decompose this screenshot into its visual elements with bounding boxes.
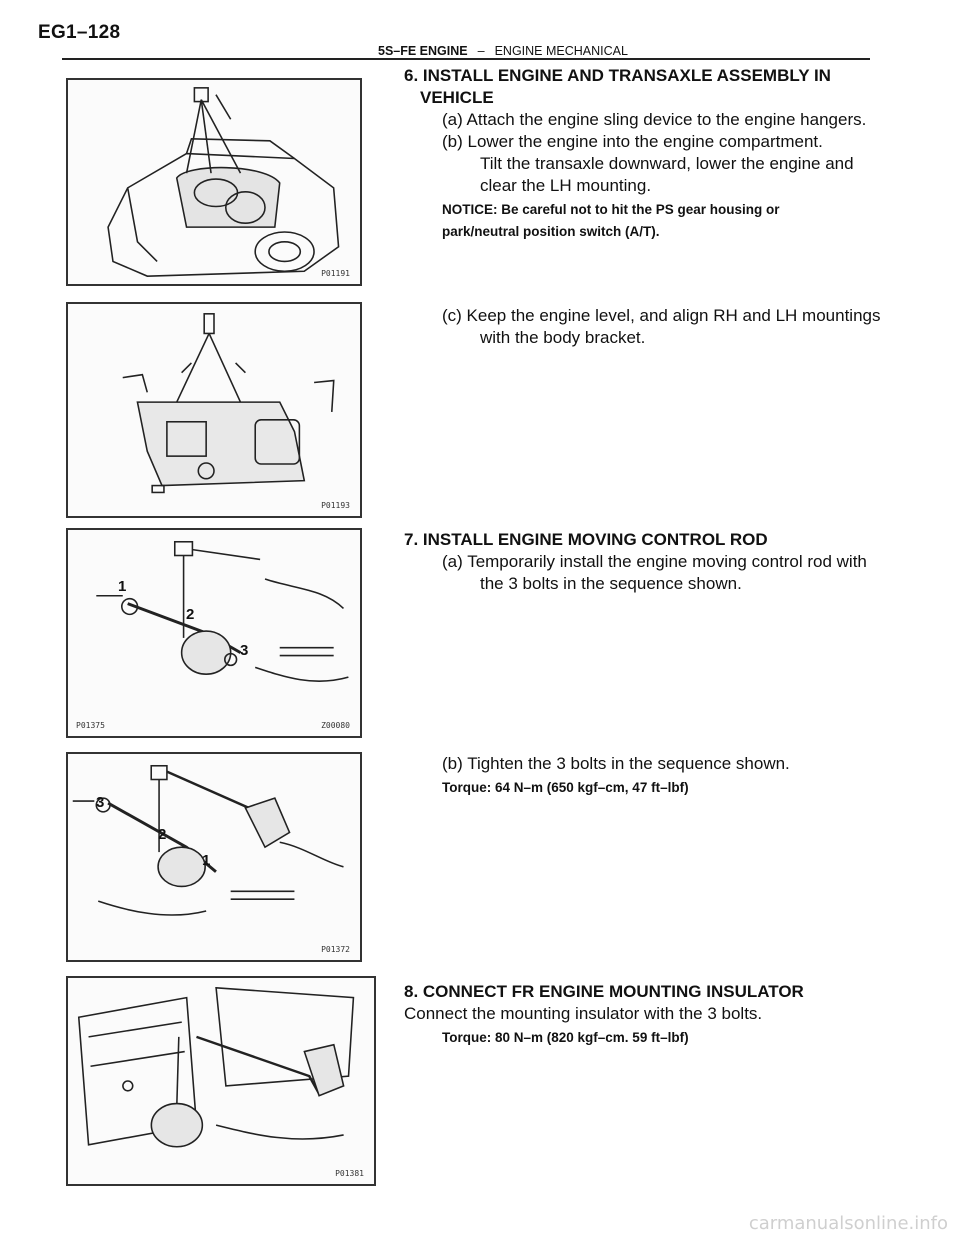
figure-control-rod-install [66,528,362,738]
header-separator: – [477,44,485,58]
bolt-label: 2 [186,606,195,623]
bolt-label: 2 [158,826,167,843]
step6-title-line1: 6. INSTALL ENGINE AND TRANSAXLE ASSEMBLY IN [404,66,831,85]
figure-code-left: P01375 [76,721,105,730]
bolt-label: 3 [96,794,105,811]
figure-code-right: Z00080 [321,721,350,730]
section-name: 5S–FE ENGINE [378,44,468,58]
figure-code: P01372 [321,945,350,954]
control-rod-illustration [68,530,360,736]
engine-sling-illustration [68,304,360,516]
figure-tighten-bolts [66,752,362,962]
figure-code: P01381 [335,1169,364,1178]
step6-substep-b-cont1: Tilt the transaxle downward, lower the engine and [480,154,854,173]
figure-engine-hoist-vehicle [66,78,362,286]
figure-mounting-insulator [66,976,376,1186]
subsection-name: ENGINE MECHANICAL [494,44,628,58]
figure-engine-sling-level [66,302,362,518]
bolt-label: 1 [118,578,127,595]
step6-substep-c-cont: with the body bracket. [480,328,646,347]
step8-title: 8. CONNECT FR ENGINE MOUNTING INSULATOR [404,982,804,1001]
mounting-insulator-illustration [68,978,374,1184]
step6-substep-b-cont2: clear the LH mounting. [480,176,652,195]
step6-substep-a: (a) Attach the engine sling device to the engine hangers. [442,110,867,129]
step8-text: Connect the mounting insulator with the 3 bolts. [404,1004,763,1023]
engine-hoist-vehicle-illustration [68,80,360,284]
step7-title: 7. INSTALL ENGINE MOVING CONTROL ROD [404,530,768,549]
watermark: carmanualsonline.info [748,1213,948,1234]
step7-substep-a-cont: the 3 bolts in the sequence shown. [480,574,742,593]
step6-notice-line2: park/neutral position switch (A/T). [442,224,660,239]
step6-substep-c: (c) Keep the engine level, and align RH and LH mountings [442,306,881,325]
step8-torque-spec: Torque: 80 N–m (820 kgf–cm. 59 ft–lbf) [442,1030,689,1045]
step7-substep-a: (a) Temporarily install the engine moving control rod with [442,552,867,571]
figure-code: P01193 [321,501,350,510]
page-id: EG1–128 [38,22,121,43]
bolt-label: 3 [240,642,249,659]
header-rule [62,58,870,60]
figure-code: P01191 [321,269,350,278]
bolt-label: 1 [202,852,211,869]
step7-torque-spec: Torque: 64 N–m (650 kgf–cm, 47 ft–lbf) [442,780,689,795]
step6-notice-line1: NOTICE: Be careful not to hit the PS gear housing or [442,202,780,217]
header-section [378,44,628,58]
step7-substep-b: (b) Tighten the 3 bolts in the sequence shown. [442,754,790,773]
tighten-bolts-illustration [68,754,360,960]
step6-title-line2: VEHICLE [420,88,494,107]
step6-substep-b: (b) Lower the engine into the engine compartment. [442,132,823,151]
